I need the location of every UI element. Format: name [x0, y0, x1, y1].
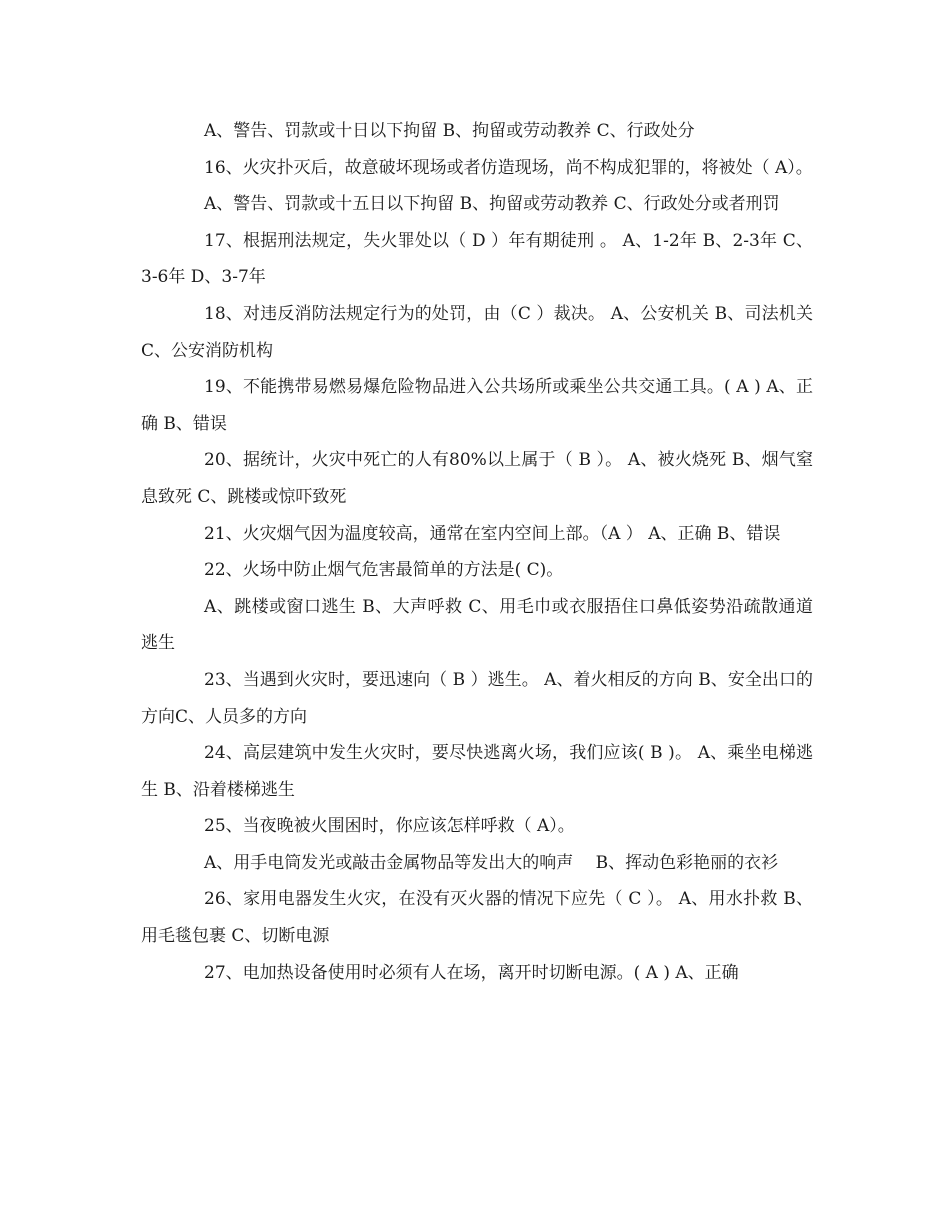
paragraph-question-25: 25、当夜晚被火围困时，你应该怎样呼救（ A）。: [204, 816, 575, 837]
paragraph-question-23: 23、当遇到火灾时，要迅速向（ B ）逃生。 A、着火相反的方向 B、安全出口的方向C、人员多的方向: [141, 669, 813, 727]
paragraph-question-16: 16、火灾扑灭后，故意破坏现场或者仿造现场，尚不构成犯罪的，将被处（ A）。: [204, 157, 813, 178]
paragraph-question-18: 18、对违反消防法规定行为的处罚，由（C ）裁决。 A、公安机关 B、司法机关 C、公安消防机构: [141, 303, 813, 361]
paragraph-question-17: 17、根据刑法规定，失火罪处以（ D ）年有期徒刑 。 A、1-2年 B、2-3年 C、3-6年 D、3-7年: [141, 230, 813, 288]
paragraph-question-20: 20、据统计，火灾中死亡的人有80%以上属于（ B ）。 A、被火烧死 B、烟气窒息致死 C、跳楼或惊吓致死: [141, 450, 813, 507]
paragraph-question-26: 26、家用电器发生火灾，在没有灭火器的情况下应先（ C ）。 A、用水扑救 B、用毛毯包裹 C、切断电源: [141, 889, 813, 947]
paragraph-answer-options-16: A、警告、罚款或十五日以下拘留 B、拘留或劳动教养 C、行政处分或者刑罚: [204, 194, 780, 215]
paragraph-question-27: 27、电加热设备使用时必须有人在场，离开时切断电源。( A ) A、正确: [204, 962, 739, 983]
document-body: [141, 113, 813, 991]
paragraph-question-19: 19、不能携带易燃易爆危险物品进入公共场所或乘坐公共交通工具。( A ) A、正确 B、错误: [141, 377, 813, 434]
paragraph-question-24: 24、高层建筑中发生火灾时，要尽快逃离火场，我们应该( B )。 A、乘坐电梯逃生 B、沿着楼梯逃生: [141, 743, 813, 800]
paragraph-answer-options-25: A、用手电筒发光或敲击金属物品等发出大的响声 B、挥动色彩艳丽的衣衫: [204, 852, 779, 873]
paragraph-answer-options-22: A、跳楼或窗口逃生 B、大声呼救 C、用毛巾或衣服捂住口鼻低姿势沿疏散通道逃生: [141, 596, 813, 654]
paragraph-question-22: 22、火场中防止烟气危害最简单的方法是( C)。: [204, 560, 564, 581]
paragraph-question-21: 21、火灾烟气因为温度较高，通常在室内空间上部。（A ） A、正确 B、错误: [204, 523, 781, 544]
paragraph-answer-options-15: A、警告、罚款或十日以下拘留 B、拘留或劳动教养 C、行政处分: [204, 121, 695, 141]
